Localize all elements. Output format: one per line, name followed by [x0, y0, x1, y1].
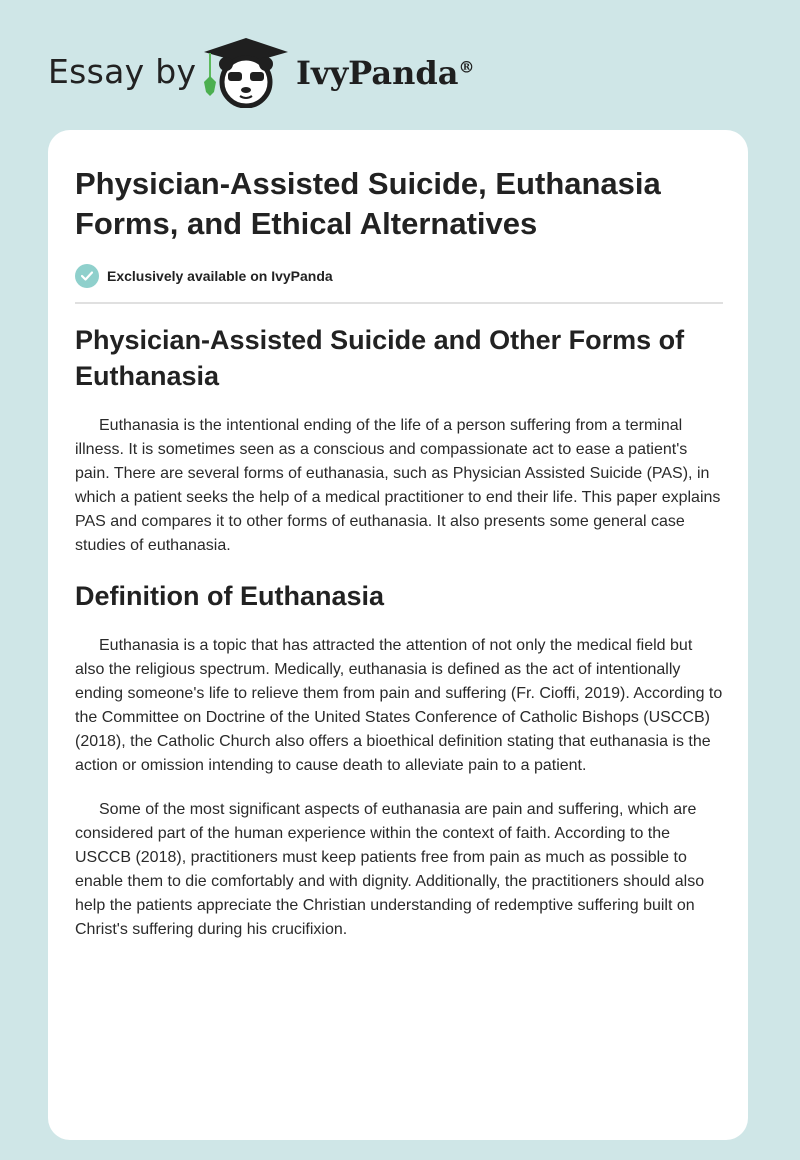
divider [75, 302, 723, 304]
exclusive-badge [75, 264, 333, 288]
brand-text: IvyPanda [296, 54, 459, 92]
check-circle-icon [75, 264, 99, 288]
section-heading: Physician-Assisted Suicide and Other Forms of Euthanasia [75, 325, 685, 391]
page-title: Physician-Assisted Suicide, Euthanasia Forms, and Ethical Alternatives [75, 166, 661, 241]
paragraph: Some of the most significant aspects of euthanasia are pain and suffering, which are considered part of the human experience within the context of faith. According to the USCCB (2018), practitioners must keep patients free from pain as much as possible to enable them to die comfortably and with dignity. Additionally, the practitioners should also help the patients appreciate the Christian understanding of redemptive suffering built on Christ's suffering during his crucifixion. [75, 801, 705, 938]
brand-name[interactable] [296, 54, 474, 92]
essay-by-label: Essay by [48, 52, 197, 91]
paragraph: Euthanasia is the intentional ending of the life of a person suffering from a terminal illness. It is sometimes seen as a conscious and compassionate act to ease a patient's pain. There are several forms of euthanasia, such as Physician Assisted Suicide (PAS), in which a patient seeks the help of a medical practitioner to end their life. This paper explains PAS and compares it to other forms of euthanasia. It also presents some general case studies of euthanasia. [75, 417, 721, 554]
section-heading: Definition of Euthanasia [75, 581, 385, 611]
article-body [75, 322, 725, 962]
ivypanda-logo-icon[interactable] [200, 38, 292, 108]
site-header [0, 20, 800, 120]
badge-text: Exclusively available on IvyPanda [107, 268, 333, 284]
paragraph: Euthanasia is a topic that has attracted the attention of not only the medical field but also the religious spectrum. Medically, euthanasia is defined as the act of intentionally ending someone's life to relieve them from pain and suffering (Fr. Cioffi, 2019). According to the Committee on Doctrine of the United States Conference of Catholic Bishops (USCCB) (2018), the Catholic Church also offers a bioethical definition stating that euthanasia is the action or omission intending to cause death to alleviate pain to a patient. [75, 637, 723, 774]
registered-mark: ® [458, 57, 475, 77]
essay-card [48, 130, 748, 1140]
